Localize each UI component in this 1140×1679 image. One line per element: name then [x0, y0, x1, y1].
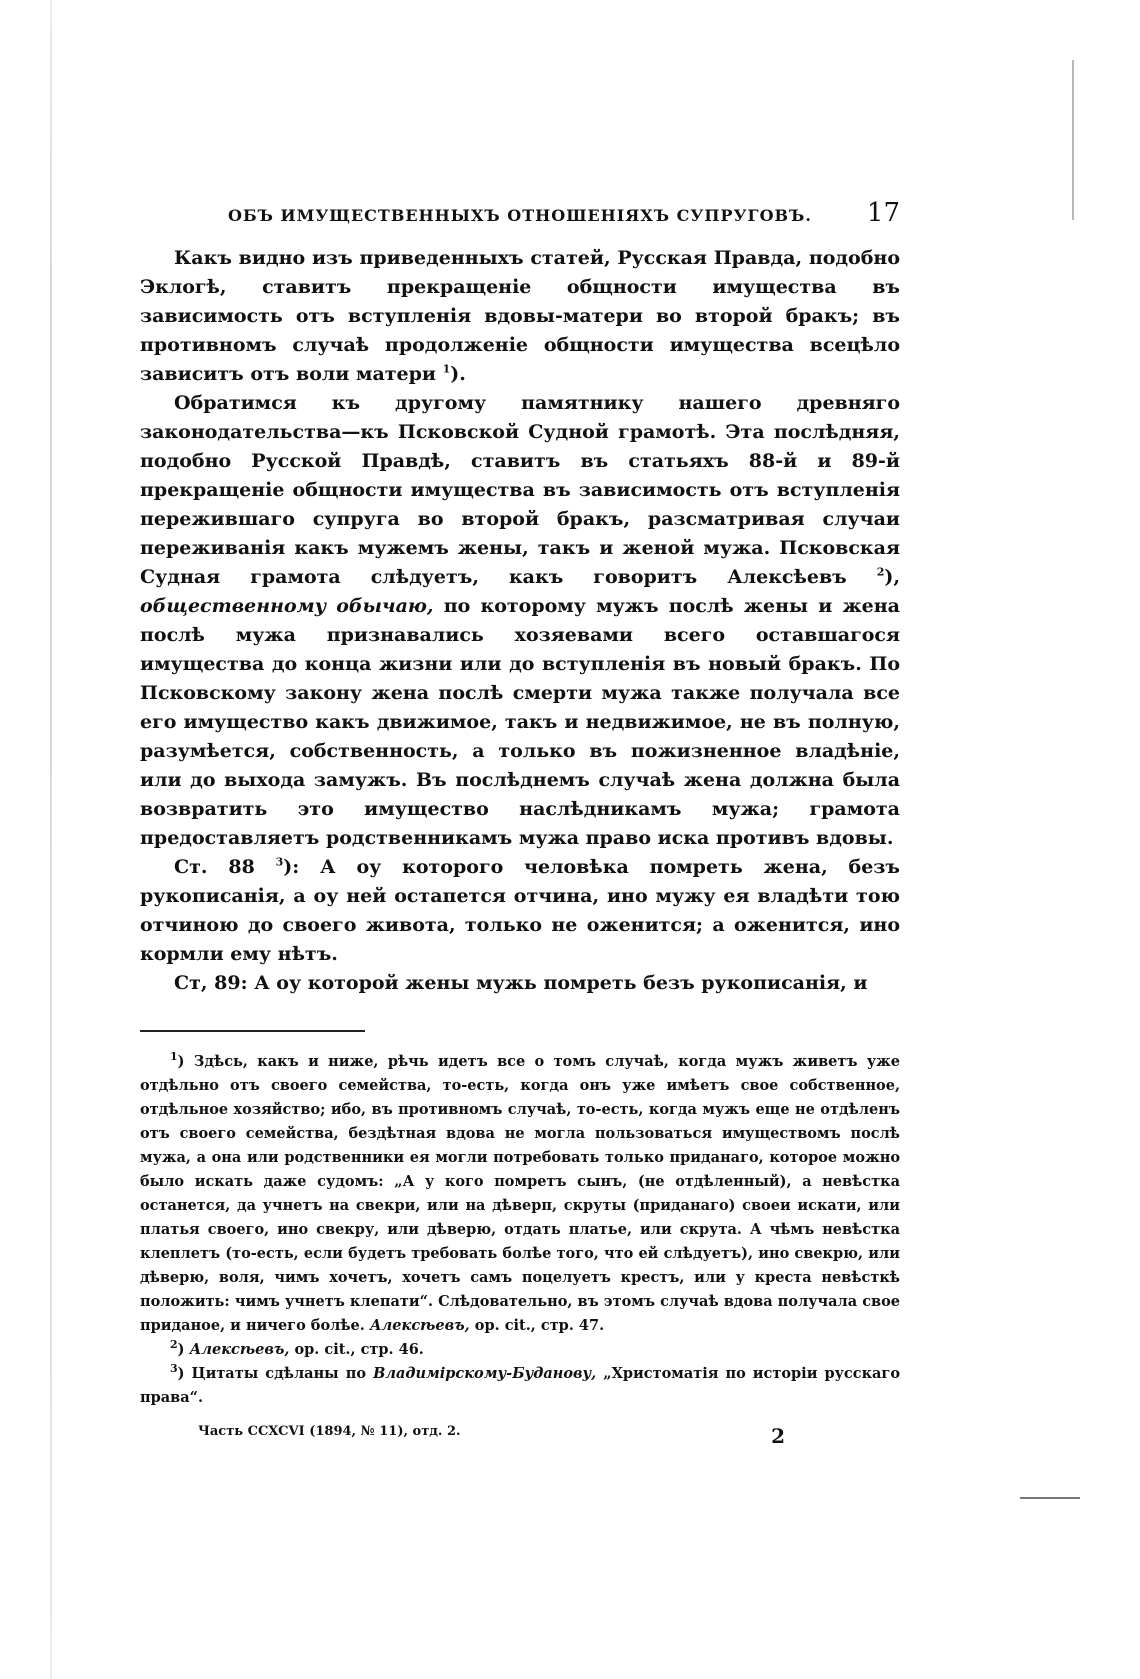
footnote-ref-1: 1	[442, 362, 451, 376]
sheet-number: 2	[771, 1424, 785, 1448]
article-89: Ст, 89: А оу которой жены мужь помреть безъ рукописанія, и	[174, 972, 868, 994]
footnote-1-text: ) Здѣсь, какъ и ниже, рѣчь идетъ все о томъ случаѣ, когда мужъ живетъ уже отдѣльно отъ своего семейства, то-есть, когда онъ уже имѣетъ свое собственное, отдѣльное хозяйство; ибо, въ противномъ случаѣ, то-есть, когда мужъ еще не отдѣленъ отъ своего семейства, бездѣтная вдова не могла пользоваться имуществомъ послѣ мужа, а она или родственники ея могли потребовать только приданаго, которое можно было искать даже судомъ: „А у кого помретъ сынъ, (не отдѣленный), а невѣстка останется, да учнетъ на свекри, или на дѣверп, скруты (приданаго) своеи искати, или платья своего, ино свекру, или дѣверю, отдать платье, или скрута. А чѣмъ невѣстка клеплетъ (то-есть, если будетъ требовать болѣе того, что ей слѣдуетъ), ино свекрю, или дѣверю, воля, чимъ хочетъ, хочетъ самъ поцелуетъ крестъ, или у креста невѣсткѣ положить: чимъ учнетъ клепати“. Слѣдовательно, въ этомъ случаѣ вдова получала свое приданое, и ничего болѣе.	[140, 1053, 900, 1334]
scan-left-edge	[50, 0, 52, 1679]
footnote-1	[140, 1050, 900, 1338]
footnote-3-title: „Христоматія по исторіи русскаго права“.	[140, 1365, 900, 1406]
printer-signature: Часть CCXCVI (1894, № 11), отд. 2.	[198, 1424, 461, 1439]
article-88	[140, 853, 900, 969]
footnote-3-mark: 3	[170, 1362, 178, 1376]
scan-right-edge	[1072, 60, 1074, 220]
paragraph-2-text-a: Обратимся къ другому памятнику нашего древняго законодательства—къ Псковской Судной грамотѣ. Эта послѣдняя, подобно Русской Правдѣ, ставитъ въ статьяхъ 88-й и 89-й прекращеніе общности имущества въ зависимость отъ вступленія пережившаго супруга во второй бракъ, разсматривая случаи переживанія какъ мужемъ жены, такъ и женой мужа. Псковская Судная грамота слѣдуетъ, какъ говоритъ Алексѣевъ	[140, 392, 900, 588]
paragraph-2-text-c: по которому мужъ послѣ жены и жена послѣ мужа признавались хозяевами всего оставшагося имущества до конца жизни или до вступленія въ новый бракъ. По Псковскому закону жена послѣ смерти мужа также получала все его имущество какъ движимое, такъ и недвижимое, не въ полную, разумѣется, собственность, а только въ пожизненное владѣніе, или до выхода замужъ. Въ послѣднемъ случаѣ жена должна была возвратить это имущество наслѣдникамъ мужа; грамота предоставляетъ родственникамъ мужа право иска противъ вдовы.	[140, 595, 900, 849]
paragraph-2-text-b: ),	[884, 566, 900, 588]
footnote-3	[140, 1362, 900, 1410]
footnote-2-paren: )	[177, 1341, 190, 1358]
article-88-text: ): А оу которого человѣка помреть жена, безъ рукописанія, а оу ней остапется отчина, ино мужу ея владѣти тою отчиною до своего живота, только не оженится; а оженится, ино кормли ему нѣтъ.	[140, 856, 900, 965]
article-88-label: Ст. 88	[174, 856, 276, 878]
footnote-1-citation: op. cit., стр. 47.	[469, 1317, 605, 1334]
running-title: ОБЪ ИМУЩЕСТВЕННЫХЪ ОТНОШЕНІЯХЪ СУПРУГОВЪ.	[228, 206, 812, 225]
footnote-3-author: Владимірскому-Буданову,	[373, 1365, 597, 1382]
footnote-ref-2: 2	[876, 565, 885, 579]
footnote-divider	[140, 1030, 365, 1032]
footnote-2-citation: op. cit., стр. 46.	[289, 1341, 424, 1358]
footnote-ref-3: 3	[275, 855, 284, 869]
scan-mark	[1020, 1497, 1080, 1499]
paragraph-2	[140, 389, 900, 853]
footnote-1-author: Алексѣевъ,	[369, 1317, 470, 1334]
paragraph-1	[140, 244, 900, 389]
paragraph-1-end: ).	[450, 363, 466, 385]
paragraph-2-emphasis: общественному обычаю,	[140, 595, 434, 617]
footnote-2-mark: 2	[170, 1338, 178, 1352]
footnote-1-mark: 1	[170, 1050, 178, 1064]
footnote-2-author: Алексѣевъ,	[189, 1341, 290, 1358]
running-head	[140, 198, 900, 228]
footnote-3-text: ) Цитаты сдѣланы по	[177, 1365, 374, 1382]
footnote-2	[140, 1338, 900, 1362]
paragraph-1-text: Какъ видно изъ приведенныхъ статей, Русская Правда, подобно Эклогѣ, ставитъ прекращеніе общности имущества въ зависимость отъ вступленія вдовы-матери во второй бракъ; въ противномъ случаѣ продолженіе общности имущества всецѣло зависитъ отъ воли матери	[140, 247, 900, 385]
book-page	[140, 198, 900, 1448]
printer-signature-line	[140, 1424, 900, 1448]
page-number: 17	[866, 198, 900, 228]
